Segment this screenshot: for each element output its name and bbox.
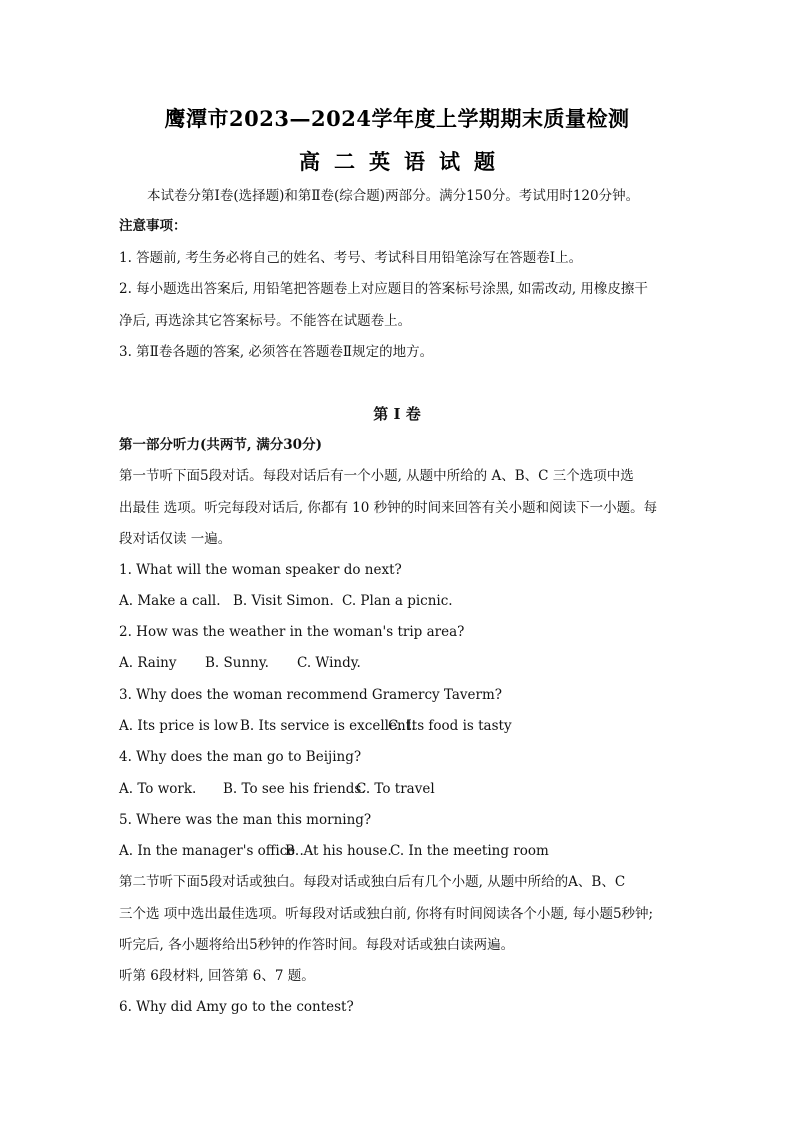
section2-instruction-line-2: 三个选 项中选出最佳选项。听每段对话或独白前, 你将有时间阅读各个小题, 每小题5秒钟;	[119, 906, 654, 922]
volume-heading: 第 I 卷	[373, 405, 421, 423]
material-6-heading: 听第 6段材料, 回答第 6、7 题。	[119, 968, 315, 984]
option-b: B. To see his friends.	[223, 781, 366, 797]
section2-instruction-line-1: 第二节听下面5段对话或独白。每段对话或独白后有几个小题, 从题中所给的A、B、C	[119, 874, 626, 890]
note-item-2-line-2: 净后, 再选涂其它答案标号。不能答在试题卷上。	[119, 313, 412, 329]
exam-subtitle: 高二英语试题	[299, 149, 509, 174]
option-b: B. At his house.	[285, 843, 392, 859]
note-item-1: 1. 答题前, 考生务必将自己的姓名、考号、考试科目用铅笔涂写在答题卷Ⅰ上。	[119, 250, 583, 266]
option-b: B. Visit Simon.	[233, 593, 334, 609]
question-1-text: 1. What will the woman speaker do next?	[119, 562, 402, 578]
section2-instruction-line-3: 听完后, 各小题将给出5秒钟的作答时间。每段对话或独白读两遍。	[119, 937, 515, 953]
section1-instruction-line-3: 段对话仅读 一遍。	[119, 531, 232, 547]
section1-instruction-line-1: 第一节听下面5段对话。每段对话后有一个小题, 从题中所给的 A、B、C 三个选项中选	[119, 468, 634, 484]
option-c: C. Its food is tasty	[388, 718, 512, 734]
option-a: A. Rainy	[119, 655, 177, 671]
option-b: B. Sunny.	[205, 655, 269, 671]
option-a: A. Make a call.	[119, 593, 221, 609]
question-3-text: 3. Why does the woman recommend Gramercy Taverm?	[119, 687, 503, 703]
section1-instruction-line-2: 出最佳 选项。听完每段对话后, 你都有 10 秒钟的时间来回答有关小题和阅读下一小题。每	[119, 500, 658, 516]
notes-heading: 注意事项：	[119, 218, 187, 234]
note-item-2-line-1: 2. 每小题选出答案后, 用铅笔把答题卷上对应题目的答案标号涂黑, 如需改动, 用橡皮擦干	[119, 281, 648, 297]
exam-title: 鹰潭市2023—2024学年度上学期期末质量检测	[164, 106, 630, 131]
question-1-options	[119, 591, 679, 611]
option-a: A. To work.	[119, 781, 197, 797]
question-6-text: 6. Why did Amy go to the contest?	[119, 999, 354, 1015]
exam-intro: 本试卷分第Ⅰ卷(选择题)和第Ⅱ卷(综合题)两部分。满分150分。考试用时120分钟。	[147, 188, 640, 204]
option-c: C. Windy.	[297, 655, 361, 671]
part1-heading: 第一部分听力(共两节, 满分30分)	[119, 437, 322, 453]
option-a: A. Its price is low	[119, 718, 239, 734]
option-c: C. Plan a picnic.	[342, 593, 453, 609]
option-c: C. In the meeting room	[390, 843, 549, 859]
question-2-options	[119, 653, 679, 673]
question-2-text: 2. How was the weather in the woman's trip area?	[119, 624, 465, 640]
option-b: B. Its service is excellent.	[240, 718, 416, 734]
note-item-3: 3. 第Ⅱ卷各题的答案, 必须答在答题卷Ⅱ规定的地方。	[119, 344, 434, 360]
option-a: A. In the manager's office .	[119, 843, 304, 859]
question-3-options	[119, 716, 679, 736]
question-5-options	[119, 841, 679, 861]
option-c: C. To travel	[356, 781, 435, 797]
question-5-text: 5. Where was the man this morning?	[119, 812, 372, 828]
question-4-options	[119, 779, 679, 799]
question-4-text: 4. Why does the man go to Beijing?	[119, 749, 362, 765]
